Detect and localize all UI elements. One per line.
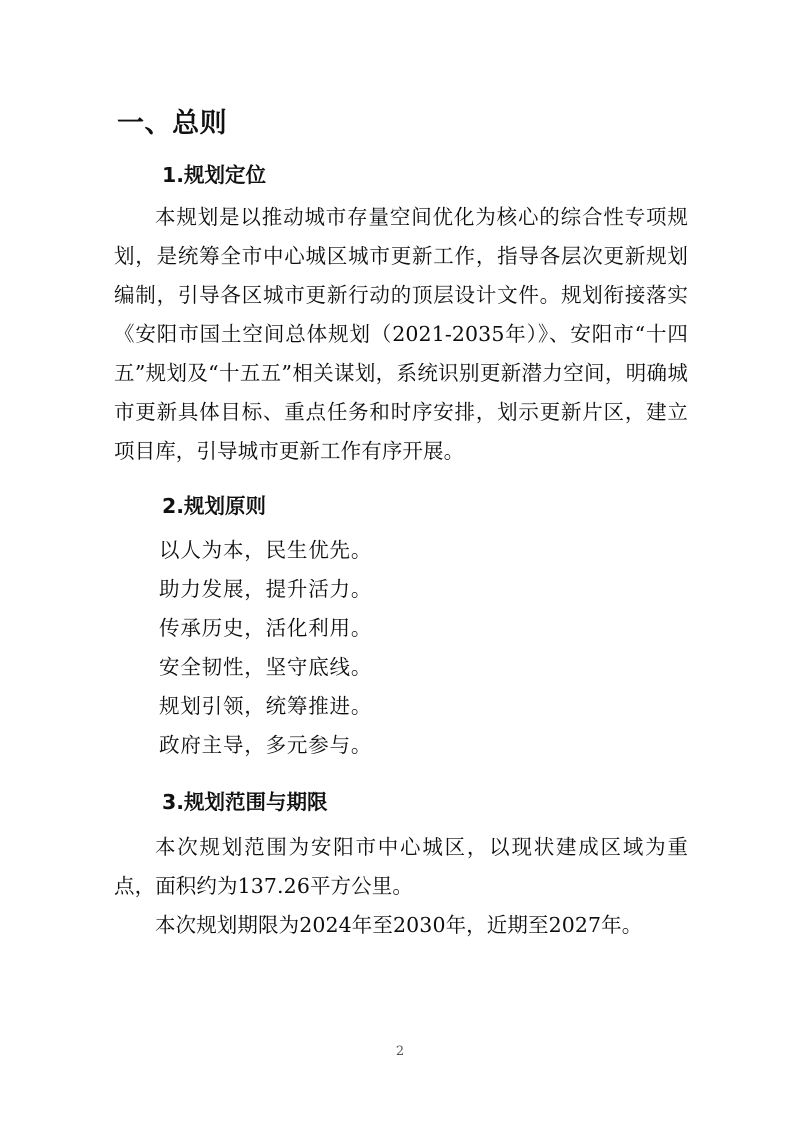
principles-list [114, 531, 688, 765]
list-item: 以人为本，民生优先。 [159, 538, 373, 562]
document-content [114, 104, 688, 945]
list-item: 安全韧性，坚守底线。 [159, 655, 373, 679]
page-title: 一、总则 [117, 108, 228, 139]
list-item: 政府主导，多元参与。 [159, 733, 373, 757]
page-footer [0, 1040, 800, 1059]
paragraph-positioning: 本规划是以推动城市存量空间优化为核心的综合性专项规划，是统筹全市中心城区城市更新工作，指导各层次更新规划编制，引导各区城市更新行动的顶层设计文件。规划衔接落实《安阳市国土空间总体规划（2021-2035年）》、安阳市“十四五”规划及“十五五”相关谋划，系统识别更新潜力空间，明确城市更新具体目标、重点任务和时序安排，划示更新片区，建立项目库，引导城市更新工作有序开展。 [114, 205, 688, 463]
paragraph-scope: 本次规划范围为安阳市中心城区，以现状建成区域为重点，面积约为137.26平方公里。 [114, 835, 688, 898]
subsection-heading-positioning: 1.规划定位 [162, 163, 267, 187]
page-number: 2 [395, 1044, 405, 1059]
list-item: 规划引领，统筹推进。 [159, 694, 373, 718]
subsection-heading-principles: 2.规划原则 [162, 494, 267, 518]
paragraph-period: 本次规划期限为2024年至2030年，近期至2027年。 [155, 913, 643, 937]
list-item: 助力发展，提升活力。 [159, 577, 373, 601]
subsection-heading-scope: 3.规划范围与期限 [162, 790, 328, 814]
list-item: 传承历史，活化利用。 [159, 616, 373, 640]
